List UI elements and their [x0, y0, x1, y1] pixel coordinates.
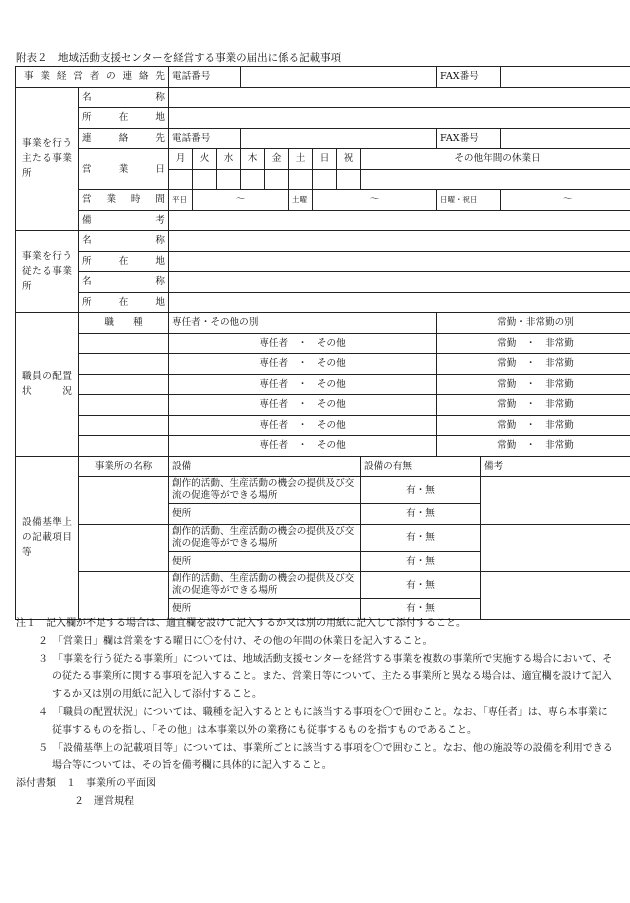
weekday-holiday: 祝	[337, 149, 361, 170]
staff-section-label: 職員の配置状況	[16, 313, 79, 457]
other-holidays-field[interactable]	[361, 169, 630, 190]
attachment-2: ２ 運営規程	[74, 795, 134, 807]
tue-input[interactable]	[193, 169, 217, 190]
staff-emp-option[interactable]: 常勤 ・ 非常勤	[437, 436, 630, 457]
weekday-sun: 日	[313, 149, 337, 170]
sat-input[interactable]	[289, 169, 313, 190]
staff-type-option[interactable]: 専任者 ・ その他	[169, 436, 437, 457]
sub-office-name-label: 名称	[79, 272, 169, 293]
facility-equip-toilet: 便所	[169, 551, 361, 572]
note-5: ５ 「設備基準上の記載項目等」については、事業所ごとに該当する事項を〇で囲むこと。なお、他の施設等の設備を利用できる場合等については、その旨を備考欄に具体的に記入すること。	[38, 742, 613, 772]
staff-job-field[interactable]	[79, 333, 169, 354]
fri-input[interactable]	[265, 169, 289, 190]
business-days-header-row	[16, 149, 630, 170]
main-office-name-row	[16, 87, 630, 108]
staff-row	[16, 374, 630, 395]
main-office-address-label: 所在地	[79, 108, 169, 129]
facility-equip-activity: 創作的活動、生産活動の機会の提供及び交流の促進等ができる場所	[169, 477, 361, 504]
notes-section	[16, 615, 616, 811]
weekday-tue: 火	[193, 149, 217, 170]
staff-job-field[interactable]	[79, 415, 169, 436]
main-office-address-field[interactable]	[169, 108, 630, 129]
sub-office-address-row-1	[16, 251, 630, 272]
weekday-sat: 土	[289, 149, 313, 170]
staff-job-field[interactable]	[79, 354, 169, 375]
sub-office-address-label: 所在地	[79, 251, 169, 272]
main-office-name-field[interactable]	[169, 87, 630, 108]
main-office-remarks-label: 備考	[79, 210, 169, 231]
holiday-input[interactable]	[337, 169, 361, 190]
attachment-1: 添付書類 １ 事業所の平面図	[16, 778, 156, 790]
sub-office-address-field[interactable]	[169, 292, 630, 313]
operator-fax-field[interactable]	[501, 67, 630, 88]
form-title: 附表２ 地域活動支援センターを経営する事業の届出に係る記載事項	[16, 52, 342, 64]
staff-type-header: 専任者・その他の別	[169, 313, 437, 334]
staff-row	[16, 354, 630, 375]
staff-type-option[interactable]: 専任者 ・ その他	[169, 374, 437, 395]
sub-office-name-row-1	[16, 231, 630, 252]
staff-emp-option[interactable]: 常勤 ・ 非常勤	[437, 415, 630, 436]
operator-contact-row	[16, 67, 630, 88]
staff-emp-option[interactable]: 常勤 ・ 非常勤	[437, 374, 630, 395]
saturday-hours-field[interactable]: 〜	[313, 190, 437, 211]
facility-equip-toilet: 便所	[169, 599, 361, 620]
facility-has-option[interactable]: 有・無	[361, 477, 481, 504]
facility-row	[16, 477, 630, 504]
main-office-contact-label: 連絡先	[79, 128, 169, 149]
facility-name-header: 事業所の名称	[79, 456, 169, 477]
notification-form-table	[15, 66, 630, 620]
staff-row	[16, 395, 630, 416]
facility-equip-toilet: 便所	[169, 504, 361, 525]
facility-has-option[interactable]: 有・無	[361, 572, 481, 599]
operator-contact-label: 事業経営者の連絡先	[16, 67, 169, 88]
other-holidays-label: その他年間の休業日	[361, 149, 630, 170]
staff-emp-option[interactable]: 常勤 ・ 非常勤	[437, 333, 630, 354]
main-office-address-row	[16, 108, 630, 129]
business-hours-label: 営業時間	[79, 190, 169, 211]
weekday-thu: 木	[241, 149, 265, 170]
note-2: ２ 「営業日」欄は営業をする曜日に〇を付け、その他の年間の休業日を記入すること。	[38, 635, 433, 647]
facility-section-label: 設備基準上の記載項目等	[16, 456, 79, 619]
sub-office-name-field[interactable]	[169, 231, 630, 252]
staff-job-field[interactable]	[79, 374, 169, 395]
staff-row	[16, 333, 630, 354]
operator-phone-field[interactable]	[241, 67, 437, 88]
staff-emp-header: 常勤・非常勤の別	[437, 313, 630, 334]
staff-emp-option[interactable]: 常勤 ・ 非常勤	[437, 395, 630, 416]
sub-office-address-row-2	[16, 292, 630, 313]
staff-type-option[interactable]: 専任者 ・ その他	[169, 333, 437, 354]
main-office-contact-row	[16, 128, 630, 149]
main-office-phone-label: 電話番号	[169, 128, 241, 149]
weekday-wed: 水	[217, 149, 241, 170]
sub-office-address-field[interactable]	[169, 251, 630, 272]
facility-office-name-field[interactable]	[79, 477, 169, 525]
staff-header-row	[16, 313, 630, 334]
main-office-fax-label: FAX番号	[437, 128, 501, 149]
note-4: ４ 「職員の配置状況」については、職種を記入するとともに該当する事項を〇で囲むこと。なお、「専任者」は、専ら本事業に従事するものを指し、「その他」は本事業以外の業務にも従事するものを指すものであること。	[38, 706, 608, 736]
staff-job-field[interactable]	[79, 395, 169, 416]
facility-row	[16, 572, 630, 599]
facility-equip-header: 設備	[169, 456, 361, 477]
weekday-fri: 金	[265, 149, 289, 170]
facility-equip-activity: 創作的活動、生産活動の機会の提供及び交流の促進等ができる場所	[169, 572, 361, 599]
facility-has-header: 設備の有無	[361, 456, 481, 477]
facility-note-field[interactable]	[481, 572, 630, 620]
note-3: ３ 「事業を行う従たる事業所」については、地域活動支援センターを経営する事業を複数の事業所で実施する場合において、その従たる事業所に関する事項を記入すること。また、営業日等について、主たる事業所と異なる場合は、適宜欄を設けて記入するか又は別の用紙に記入して添付すること。	[38, 653, 613, 701]
staff-type-option[interactable]: 専任者 ・ その他	[169, 395, 437, 416]
facility-office-name-field[interactable]	[79, 524, 169, 572]
main-office-remarks-field[interactable]	[169, 210, 630, 231]
facility-has-option[interactable]: 有・無	[361, 551, 481, 572]
sub-office-name-row-2	[16, 272, 630, 293]
weekday-hours-label: 平日	[169, 190, 193, 211]
main-office-remarks-row	[16, 210, 630, 231]
sub-office-section-label: 事業を行う従たる事業所	[16, 231, 79, 313]
facility-has-option[interactable]: 有・無	[361, 524, 481, 551]
weekday-hours-field[interactable]: 〜	[193, 190, 289, 211]
facility-has-option[interactable]: 有・無	[361, 599, 481, 620]
facility-note-field[interactable]	[481, 477, 630, 525]
business-days-label: 営業日	[79, 149, 169, 190]
sub-office-name-label: 名称	[79, 231, 169, 252]
operator-phone-label: 電話番号	[169, 67, 241, 88]
sun-input[interactable]	[313, 169, 337, 190]
business-hours-row	[16, 190, 630, 211]
saturday-hours-label: 土曜	[289, 190, 313, 211]
sub-office-address-label: 所在地	[79, 292, 169, 313]
weekday-mon: 月	[169, 149, 193, 170]
sub-office-name-field[interactable]	[169, 272, 630, 293]
main-office-fax-field[interactable]	[501, 128, 630, 149]
wed-input[interactable]	[217, 169, 241, 190]
staff-job-header: 職 種	[79, 313, 169, 334]
facility-has-option[interactable]: 有・無	[361, 504, 481, 525]
facility-header-row	[16, 456, 630, 477]
operator-fax-label: FAX番号	[437, 67, 501, 88]
main-office-phone-field[interactable]	[241, 128, 437, 149]
note-1: 注１ 記入欄が不足する場合は、適宜欄を設けて記入するか又は別の用紙に記入して添付すること。	[16, 618, 466, 629]
holiday-hours-field[interactable]: 〜	[501, 190, 630, 211]
main-office-name-label: 名称	[79, 87, 169, 108]
staff-type-option[interactable]: 専任者 ・ その他	[169, 354, 437, 375]
facility-note-header: 備考	[481, 456, 630, 477]
staff-emp-option[interactable]: 常勤 ・ 非常勤	[437, 354, 630, 375]
staff-row	[16, 436, 630, 457]
facility-note-field[interactable]	[481, 524, 630, 572]
mon-input[interactable]	[169, 169, 193, 190]
main-office-section-label: 事業を行う主たる事業所	[16, 87, 79, 231]
facility-office-name-field[interactable]	[79, 572, 169, 620]
staff-job-field[interactable]	[79, 436, 169, 457]
thu-input[interactable]	[241, 169, 265, 190]
holiday-hours-label: 日曜・祝日	[437, 190, 501, 211]
facility-row	[16, 524, 630, 551]
staff-type-option[interactable]: 専任者 ・ その他	[169, 415, 437, 436]
staff-row	[16, 415, 630, 436]
facility-equip-activity: 創作的活動、生産活動の機会の提供及び交流の促進等ができる場所	[169, 524, 361, 551]
